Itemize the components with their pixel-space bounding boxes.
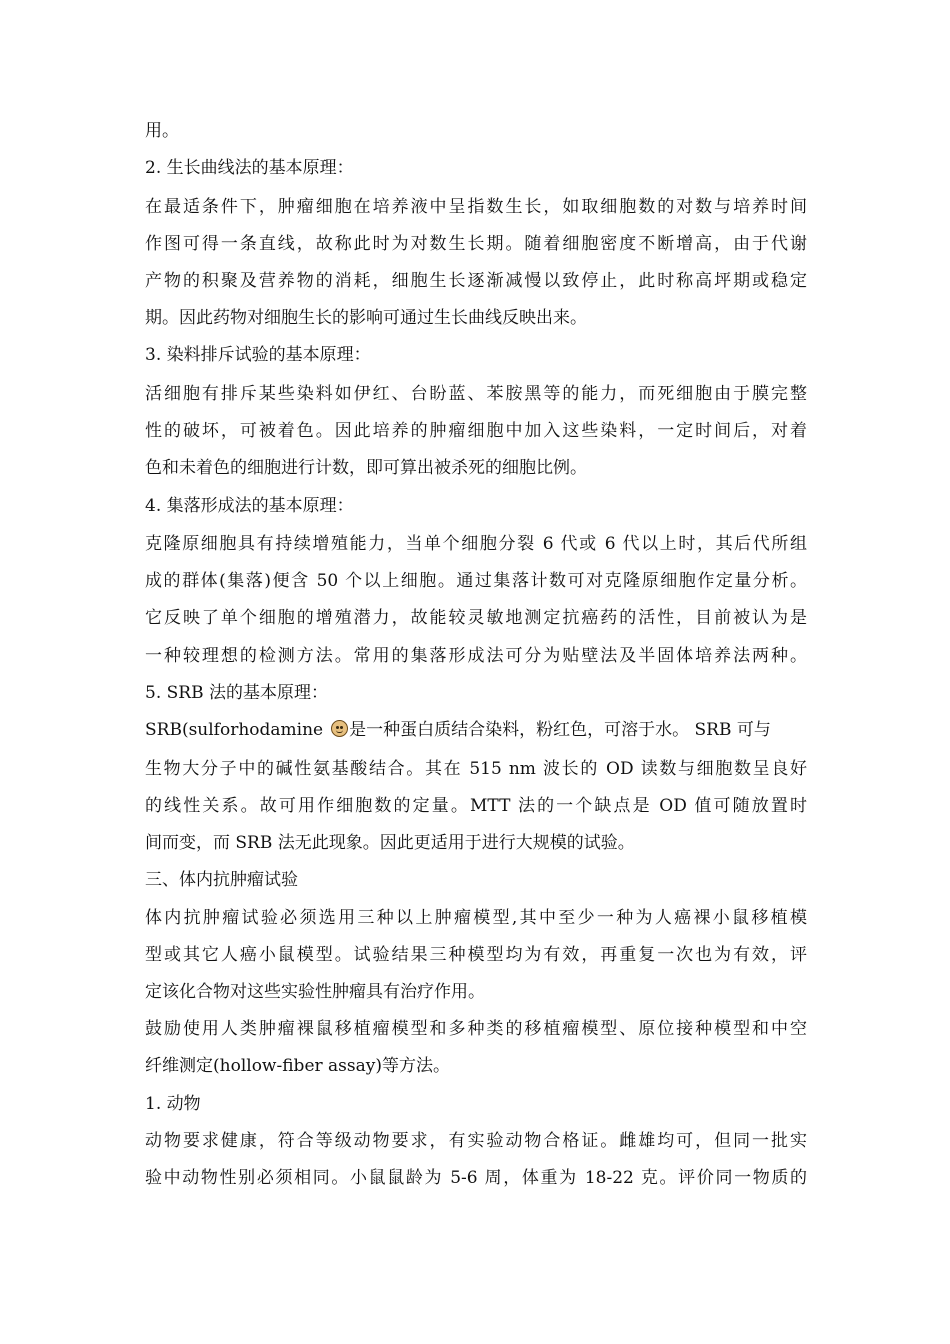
text-line-25: 鼓励使用人类肿瘤裸鼠移植瘤模型和多种类的移植瘤模型、原位接种模型和中空 <box>145 1019 807 1039</box>
text-line-10: 色和未着色的细胞进行计数，即可算出被杀死的细胞比例。 <box>145 458 587 478</box>
text-line-13: 成的群体(集落)便含 50 个以上细胞。通过集落计数可对克隆原细胞作定量分析。 <box>145 571 807 591</box>
text-line-1: 用。 <box>145 121 179 141</box>
text-line-9: 性的破坏，可被着色。因此培养的肿瘤细胞中加入这些染料，一定时间后，对着 <box>145 421 807 441</box>
text-line-6: 期。因此药物对细胞生长的影响可通过生长曲线反映出来。 <box>145 308 587 328</box>
text-line-28: 动物要求健康，符合等级动物要求，有实验动物合格证。雌雄均可，但同一批实 <box>145 1131 807 1151</box>
heading-animals: 1. 动物 <box>145 1094 201 1114</box>
text-line-18: 生物大分子中的碱性氨基酸结合。其在 515 nm 波长的 OD 读数与细胞数呈良好 <box>145 759 807 779</box>
heading-growth-curve: 2. 生长曲线法的基本原理： <box>145 158 354 178</box>
text-line-29: 验中动物性别必须相同。小鼠鼠龄为 5-6 周，体重为 18-22 克。评价同一物质的 <box>145 1168 807 1188</box>
text-line-24: 定该化合物对这些实验性肿瘤具有治疗作用。 <box>145 982 485 1002</box>
smiley-face-icon <box>331 720 348 737</box>
text-line-5: 产物的积聚及营养物的消耗，细胞生长逐渐减慢以致停止，此时称高坪期或稳定 <box>145 271 807 291</box>
text-line-3: 在最适条件下，肿瘤细胞在培养液中呈指数生长，如取细胞数的对数与培养时间 <box>145 197 807 217</box>
srb-text-before: SRB(sulforhodamine <box>145 720 324 740</box>
text-line-20: 间而变，而 SRB 法无此现象。因此更适用于进行大规模的试验。 <box>145 833 635 853</box>
text-line-15: 一种较理想的检测方法。常用的集落形成法可分为贴壁法及半固体培养法两种。 <box>145 646 807 666</box>
text-line-19: 的线性关系。故可用作细胞数的定量。MTT 法的一个缺点是 OD 值可随放置时 <box>145 796 807 816</box>
text-line-23: 型或其它人癌小鼠模型。试验结果三种模型均为有效，再重复一次也为有效，评 <box>145 945 807 965</box>
heading-srb: 5. SRB 法的基本原理： <box>145 683 328 703</box>
text-line-12: 克隆原细胞具有持续增殖能力，当单个细胞分裂 6 代或 6 代以上时，其后代所组 <box>145 534 807 554</box>
text-line-8: 活细胞有排斥某些染料如伊红、台盼蓝、苯胺黑等的能力，而死细胞由于膜完整 <box>145 384 807 404</box>
heading-dye-exclusion: 3. 染料排斥试验的基本原理： <box>145 345 371 365</box>
srb-text-after: 是一种蛋白质结合染料，粉红色，可溶于水。 SRB 可与 <box>349 720 771 740</box>
text-line-26: 纤维测定(hollow-fiber assay)等方法。 <box>145 1056 450 1076</box>
section-heading-in-vivo: 三、体内抗肿瘤试验 <box>145 870 298 890</box>
heading-colony-formation: 4. 集落形成法的基本原理： <box>145 496 354 516</box>
text-line-22: 体内抗肿瘤试验必须选用三种以上肿瘤模型,其中至少一种为人癌裸小鼠移植模 <box>145 908 807 928</box>
text-line-14: 它反映了单个细胞的增殖潜力，故能较灵敏地测定抗癌药的活性，目前被认为是 <box>145 608 807 628</box>
text-line-4: 作图可得一条直线，故称此时为对数生长期。随着细胞密度不断增高，由于代谢 <box>145 234 807 254</box>
text-line-srb <box>145 719 771 741</box>
